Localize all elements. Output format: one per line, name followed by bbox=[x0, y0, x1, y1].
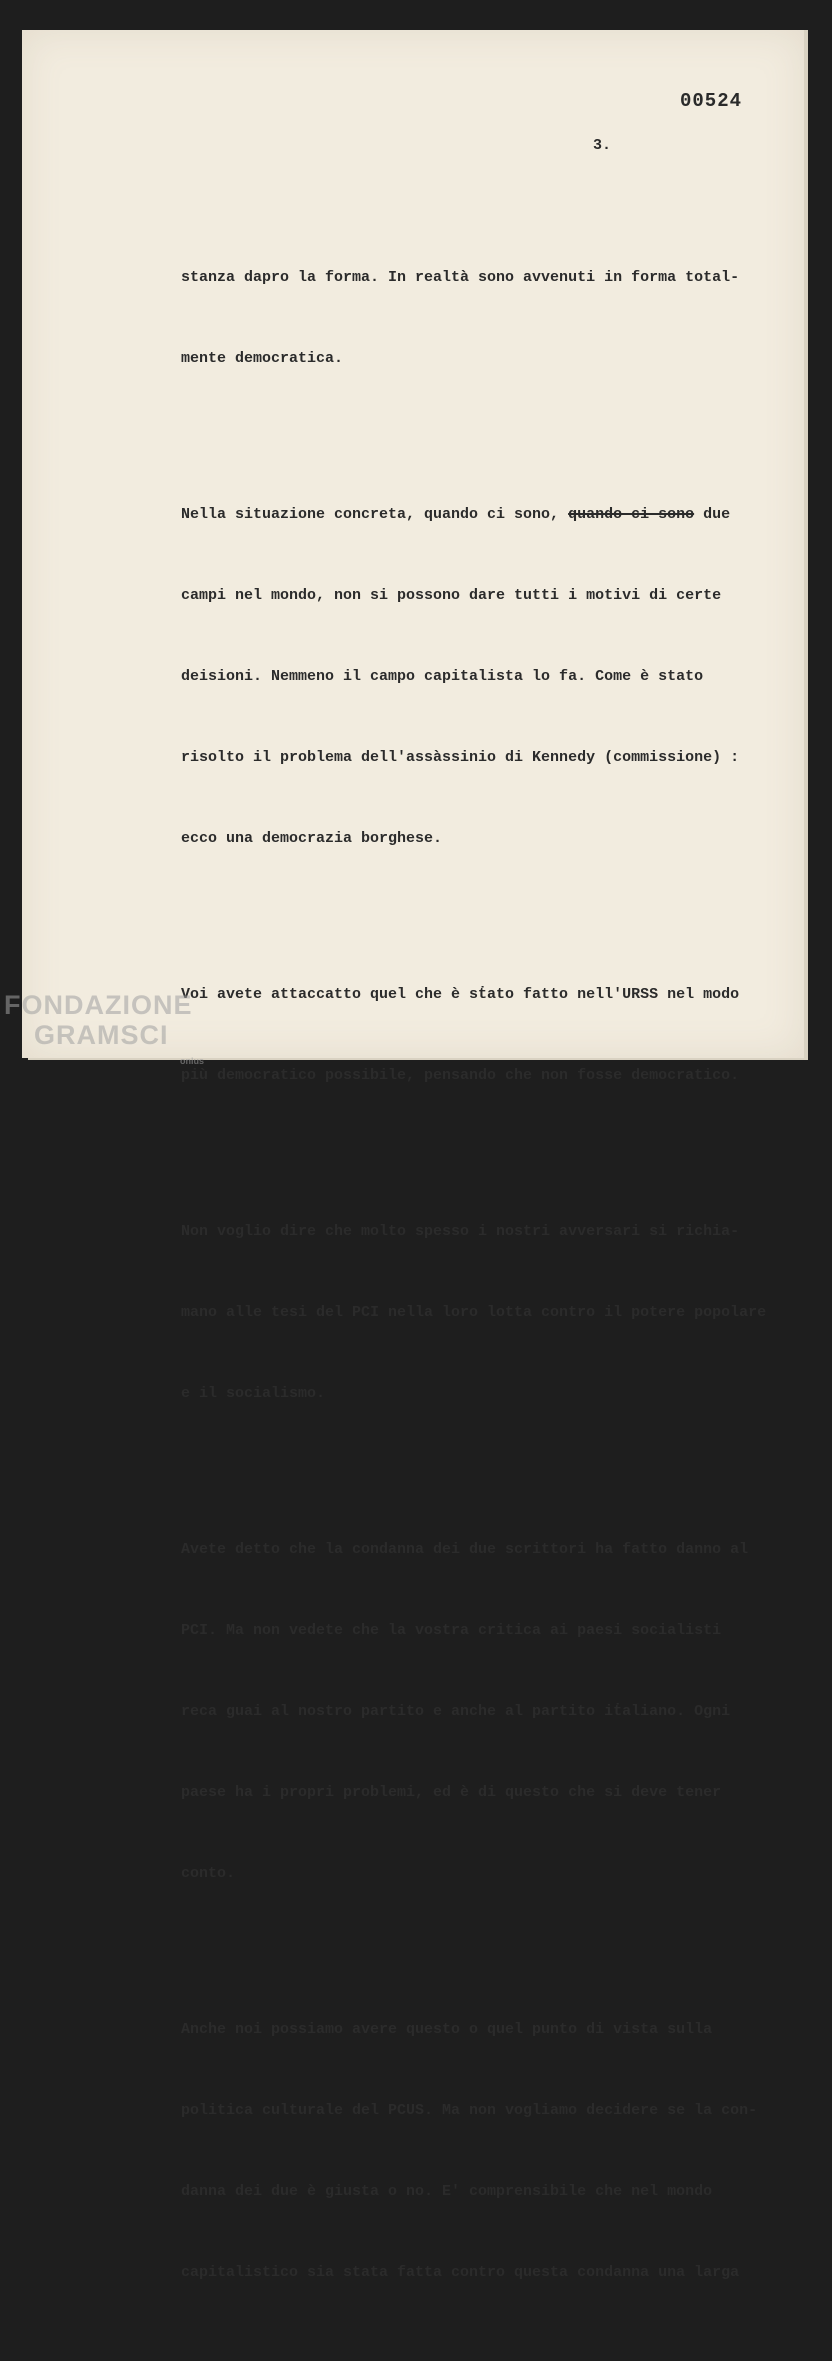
text-line: deisioni. Nemmeno il campo capitalista lo fa. Come è stato bbox=[181, 668, 704, 685]
watermark-line: GRAMSCI bbox=[34, 1020, 169, 1050]
paragraph bbox=[181, 1962, 793, 2340]
fondazione-gramsci-watermark bbox=[4, 990, 204, 1066]
text-line: Voi avete attaccatto quel che è sṫato fatto nell'URSS nel modo bbox=[181, 986, 740, 1003]
watermark-line: FONDAZIONE bbox=[4, 990, 193, 1020]
text-line: politica culturale del PCUS. Ma non vogliamo decidere se la con- bbox=[181, 2102, 758, 2119]
paragraph bbox=[181, 1482, 793, 1941]
text-line: PCI. Ma non vedete che la vostra critica ai paesi socialisti bbox=[181, 1622, 722, 1639]
watermark-onlus: onlus bbox=[180, 1056, 204, 1066]
struck-text: quando ci sono bbox=[568, 506, 695, 523]
text-line: mente democratica. bbox=[181, 350, 344, 367]
text-line: stanza dapro la forma. In realtà sono avvenuti in forma total- bbox=[181, 269, 740, 286]
paragraph bbox=[181, 1164, 793, 1461]
text-line: reca guai al nostro partito e anche al partito iṫaliano. Ogni bbox=[181, 1703, 731, 1720]
text-line: Avete detto che la condanna dei due scrittori ha fatto danno al bbox=[181, 1541, 749, 1558]
text-line: capitalistico sia stata fatta contro questa condanna una larga bbox=[181, 2264, 740, 2281]
archive-number: 00524 bbox=[680, 90, 743, 112]
text-line: ecco una democrazia borghese. bbox=[181, 830, 443, 847]
text-line: campi nel mondo, non si possono dare tutti i motivi di certe bbox=[181, 587, 722, 604]
paragraph bbox=[181, 210, 793, 426]
page-number: 3. bbox=[593, 137, 612, 154]
body-text bbox=[181, 210, 793, 2361]
paragraph bbox=[181, 927, 793, 1143]
text-line: paese ha i propri problemi, ed è di questo che si deve tener bbox=[181, 1784, 722, 1801]
paragraph bbox=[181, 447, 793, 906]
text-line: e il socialismo. bbox=[181, 1385, 326, 1402]
text-line: Anche noi possiamo avere questo o quel punto di vista sulla bbox=[181, 2021, 713, 2038]
text-line: conto. bbox=[181, 1865, 236, 1882]
text-line: Nella situazione concreta, quando ci sono, quando ci sono due bbox=[181, 506, 731, 523]
text-line: Non voglio dire che molto spesso i nostri avversari si richia- bbox=[181, 1223, 740, 1240]
text-line: danna dei due è giusta o no. E' comprensibile che nel mondo bbox=[181, 2183, 713, 2200]
text-line: mano alle tesi del PCI nella loro lotta contro il potere popolare bbox=[181, 1304, 767, 1321]
text-line: risolto il problema dell'assàssinio di Kennedy (commissione) : bbox=[181, 749, 740, 766]
text-line: più democratico possibile, pensando che non fosse democratico. bbox=[181, 1067, 740, 1084]
